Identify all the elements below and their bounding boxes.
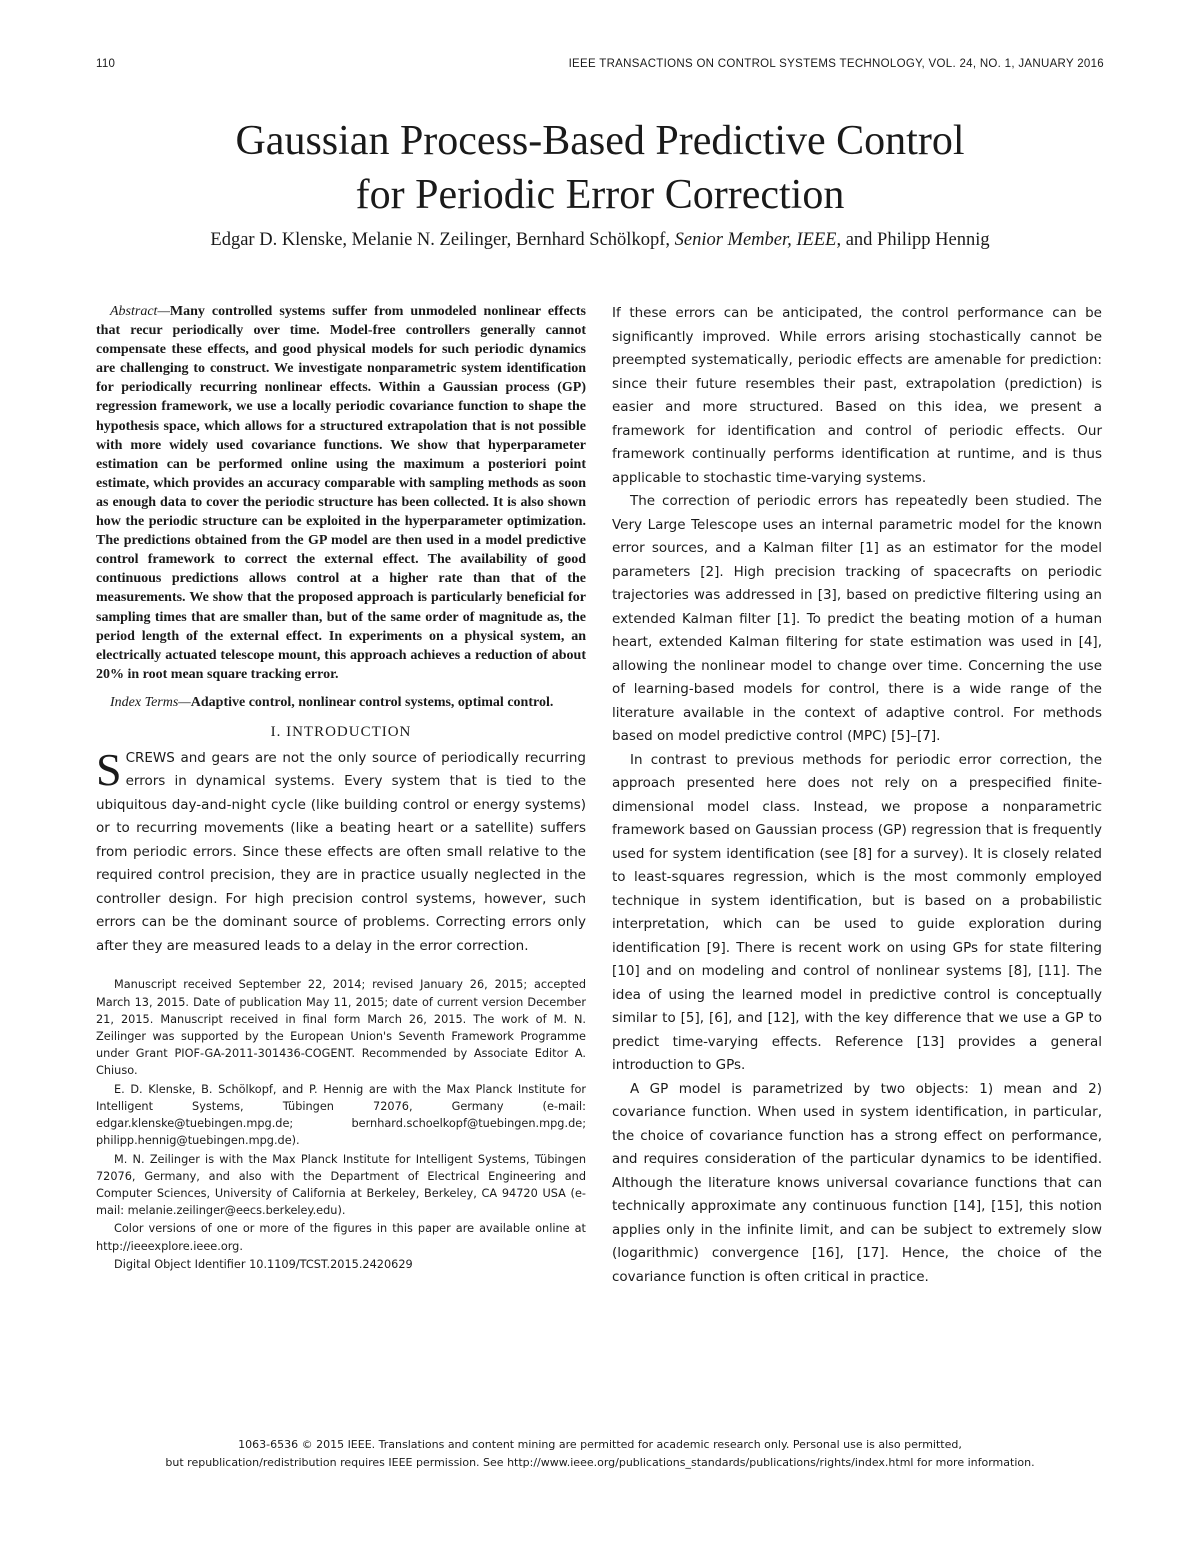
journal-citation: IEEE TRANSACTIONS ON CONTROL SYSTEMS TECHNOLOGY, VOL. 24, NO. 1, JANUARY 2016 xyxy=(568,58,1104,70)
author-names: Edgar D. Klenske, Melanie N. Zeilinger, Bernhard Schölkopf, xyxy=(210,230,675,250)
running-head xyxy=(96,58,1104,78)
abstract-label: Abstract— xyxy=(110,304,170,319)
footnote-affiliation-1: E. D. Klenske, B. Schölkopf, and P. Hennig are with the Max Planck Institute for Intelligent Systems, Tübingen 72076, Germany (e-mail: edgar.klenske@tuebingen.mpg.de; bernhard.schoelkopf@tuebingen.mpg.de; philipp.hennig@tuebingen.mpg.de). xyxy=(96,1082,586,1148)
drop-cap: S xyxy=(96,743,122,795)
footnote-doi: Digital Object Identifier 10.1109/TCST.2015.2420629 xyxy=(114,1257,413,1271)
paper-title xyxy=(96,114,1104,222)
copyright-line-1: 1063-6536 © 2015 IEEE. Translations and content mining are permitted for academic research only. Personal use is also permitted, xyxy=(238,1438,962,1451)
copyright-footer xyxy=(96,1436,1104,1472)
section-heading-introduction: I. INTRODUCTION xyxy=(270,723,412,740)
index-terms-text: Adaptive control, nonlinear control systems, optimal control. xyxy=(190,694,554,710)
index-terms xyxy=(96,693,586,712)
author-membership: Senior Member, IEEE xyxy=(674,230,837,250)
right-column xyxy=(612,302,1102,1289)
intro-paragraph-text: CREWS and gears are not the only source of periodically recurring errors in dynamical systems. Every system that is tied to the ubiquitous day-and-night cycle (like building control or energy systems) or to recurring movements (like a beating heart or a satellite) suffers from periodic errors. Since these effects are often small relative to the required control precision, they are in practice usually neglected in the controller design. For high precision control systems, however, such errors can be the dominant source of problems. Correcting errors only after they are measured leads to a delay in the error correction. xyxy=(96,749,586,954)
left-column xyxy=(96,302,586,1274)
copyright-line-2: but republication/redistribution requires IEEE permission. See http://www.ieee.org/publications_standards/publications/rights/index.html for more information. xyxy=(165,1456,1035,1469)
body-paragraph: A GP model is parametrized by two objects: 1) mean and 2) covariance function. When used in system identification, in particular, the choice of covariance function has a strong effect on performance, and requires consideration of the particular dynamics to be identified. Although the literature knows universal covariance functions that can technically approximate any continuous function [14], [15], this notion applies only in the infinite limit, and can be subject to extremely slow (logarithmic) convergence [16], [17]. Hence, the choice of the covariance function is often critical in practice. xyxy=(612,1080,1102,1285)
abstract-text: Many controlled systems suffer from unmodeled nonlinear effects that recur periodically over time. Model-free controllers generally cannot compensate these effects, and good physical models for such periodic dynamics are challenging to construct. We investigate nonparametric system identification for periodically recurring nonlinear effects. Within a Gaussian process (GP) regression framework, we use a locally periodic covariance function to shape the hypothesis space, which allows for a structured extrapolation that is not possible with more widely used covariance functions. We show that hyperparameter estimation can be performed online using the maximum a posteriori point estimate, which provides an accuracy comparable with sampling methods as soon as enough data to cover the periodic structure has been collected. It is also shown how the periodic structure can be exploited in the hyperparameter optimization. The predictions obtained from the GP model are then used in a model predictive control framework to correct the external effect. The availability of good continuous predictions allows control at a higher rate than that of the measurements. We show that the proposed approach is particularly beneficial for sampling times that are smaller than, but of the same order of magnitude as, the period length of the external effect. In experiments on a physical system, an electrically actuated telescope mount, this approach achieves a reduction of about 20% in root mean square tracking error. xyxy=(96,304,586,682)
title-line-2: for Periodic Error Correction xyxy=(355,172,845,218)
title-line-1: Gaussian Process-Based Predictive Control xyxy=(235,118,965,164)
footnote-color-versions: Color versions of one or more of the figures in this paper are available online at http://ieeexplore.ieee.org. xyxy=(96,1222,586,1253)
page-number: 110 xyxy=(96,58,116,70)
author-list xyxy=(96,230,1104,251)
index-terms-label: Index Terms— xyxy=(110,694,191,710)
body-paragraph: If these errors can be anticipated, the control performance can be significantly improved. While errors arising stochastically cannot be preempted systematically, periodic effects are amenable for prediction: since their future resembles their past, extrapolation (prediction) is easier and more structured. Based on this idea, we present a framework for identification and control of periodic effects. Our framework continually performs identification at runtime, and is thus applicable to stochastic time-varying systems. xyxy=(612,305,1102,486)
abstract xyxy=(96,302,586,684)
footnote-affiliation-2: M. N. Zeilinger is with the Max Planck Institute for Intelligent Systems, Tübingen 72076, Germany, and also with the Department of Electrical Engineering and Computer Sciences, University of California at Berkeley, Berkeley, CA 94720 USA (e-mail: melanie.zeilinger@eecs.berkeley.edu). xyxy=(96,1152,586,1218)
footnotes xyxy=(96,976,586,1272)
intro-paragraph xyxy=(96,743,586,959)
footnote-manuscript: Manuscript received September 22, 2014; revised January 26, 2015; accepted March 13, 2015. Date of publication May 11, 2015; date of current version December 21, 2015. Manuscript received in final form March 26, 2015. The work of M. N. Zeilinger was supported by the European Union's Seventh Framework Programme under Grant PIOF-GA-2011-301436-COGENT. Recommended by Associate Editor A. Chiuso. xyxy=(96,978,586,1078)
body-paragraph: In contrast to previous methods for periodic error correction, the approach presented here does not rely on a prespecified finite-dimensional model class. Instead, we propose a nonparametric framework based on Gaussian process (GP) regression that is frequently used for system identification (see [8] for a survey). It is closely related to least-squares regression, which is the most commonly employed technique in system identification, but is based on a probabilistic interpretation, which can be used to guide exploration during identification [9]. There is recent work on using GPs for state filtering [10] and on modeling and control of nonlinear systems [8], [11]. The idea of using the learned model in predictive control is conceptually similar to [5], [6], and [12], with the key difference that we use a GP to predict time-varying effects. Reference [13] provides a general introduction to GPs. xyxy=(612,751,1102,1073)
author-names-tail: , and Philipp Hennig xyxy=(836,230,990,250)
body-paragraph: The correction of periodic errors has repeatedly been studied. The Very Large Telescope uses an internal parametric model for the known error sources, and a Kalman filter [1] as an estimator for the model parameters [2]. High precision tracking of spacecrafts on periodic trajectories was addressed in [3], based on predictive filtering using an extended Kalman filter [1]. To predict the beating motion of a human heart, extended Kalman filtering for state estimation was used in [4], allowing the nonlinear model to change over time. Concerning the use of learning-based models for control, there is a wide range of the literature available in the context of adaptive control. For methods based on model predictive control (MPC) [5]–[7]. xyxy=(612,493,1102,744)
